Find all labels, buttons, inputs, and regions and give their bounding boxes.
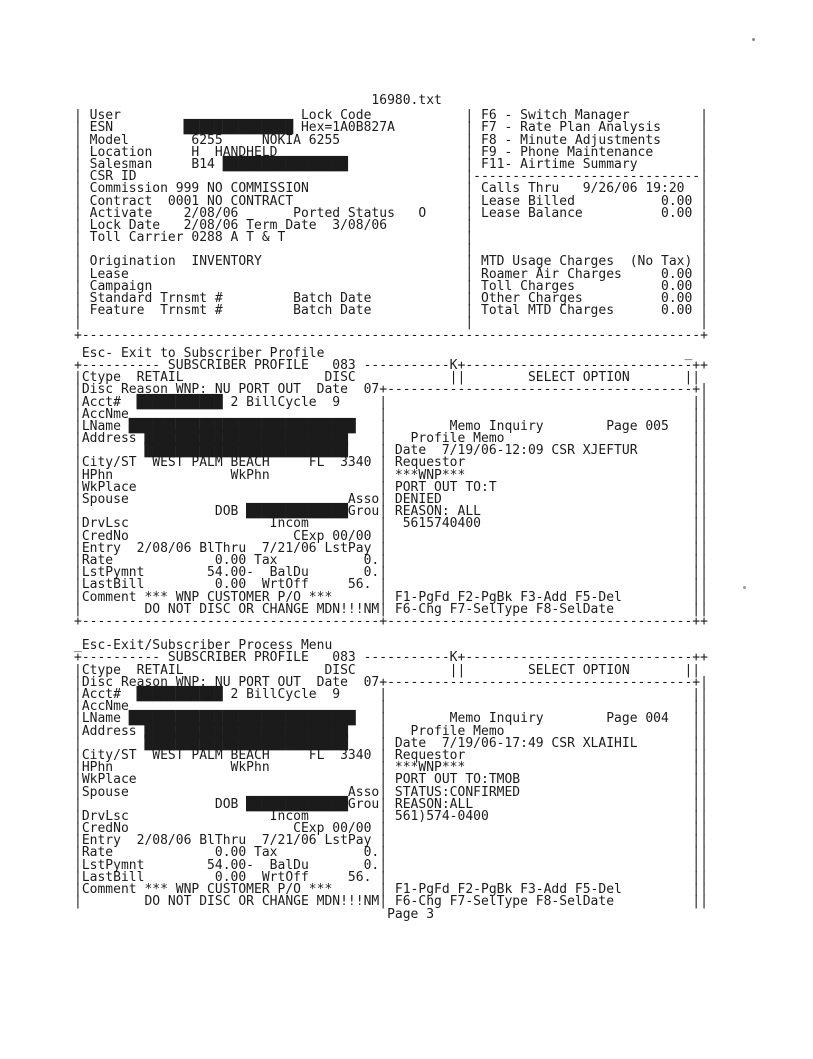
text-line: | ██████████████████████████ | Date 7/19/06-17:49 CSR XLAIHIL || [74,735,708,751]
text-line: | CSR ID |-----------------------------| [74,169,708,185]
text-line: |Entry 2/08/06 BlThru 7/21/06 LstPay | || [74,833,708,849]
text-line: | Origination INVENTORY | MTD Usage Charges (No Tax) | [74,254,708,270]
text-line: | Campaign | Toll Charges 0.00 | [74,278,708,294]
text-line: | Standard Trnsmt # Batch Date | Other Charges 0.00 | [74,291,708,306]
text-line: |Spouse Asso| DENIED || [74,492,708,507]
text-line: |City/ST WEST PALM BEACH FL 3340 | Requestor || [74,747,708,763]
text-line: |Ctype RETAIL DISC || SELECT OPTION || [74,370,701,386]
text-line: Esc- Exit to Subscriber Profile _ [74,345,693,361]
text-line: | DO NOT DISC OR CHANGE MDN!!!NM| F6-Chg F7-SelType F8-SelDate || [74,894,708,910]
text-line: |City/ST WEST PALM BEACH FL 3340 | Requestor || [74,455,708,471]
text-line: +---------- SUBSCRIBER PROFILE 083 -----------K+-----------------------------++ [74,650,708,666]
text-line: | | | [74,242,708,258]
text-line: |Acct# ███████████ 2 BillCycle 9 | || [74,394,708,410]
text-line: |CredNo CExp 00/00 | || [74,528,708,544]
text-line: | DOB █████████████Grou| REASON:ALL || [74,796,708,812]
text-line: |WkPlace | PORT OUT TO:T || [74,479,708,495]
text-line: |Acct# ███████████ 2 BillCycle 9 | || [74,687,708,702]
terminal-text-document [74,95,708,922]
text-line: |Entry 2/08/06 BlThru 7/21/06 LstPay | || [74,540,708,556]
text-line: 16980.txt [74,93,442,108]
text-line: +-------------------------------------------------------------------------------+ [74,327,708,343]
text-line: | User Lock Code | F6 - Switch Manager | [74,108,708,124]
text-line: |DrvLsc Incom | 5615740400 || [74,516,708,532]
text-line: |HPhn WkPhn | ***WNP*** || [74,467,708,483]
text-line: | Location H HANDHELD | F9 - Phone Maintenance | [74,144,708,160]
filename-header [74,95,708,107]
text-line: |LstPymnt 54.00- BalDu 0.| || [74,565,708,581]
text-line: |Comment *** WNP CUSTOMER P/O *** | F1-PgFd F2-PgBk F3-Add F5-Del || [74,589,708,605]
text-line: |Disc Reason WNP: NU PORT OUT Date 07+---------------------------------------+| [74,674,708,690]
text-line: _Esc-Exit/Subscriber Process Menu [74,638,333,654]
scan-speck [743,586,746,589]
text-line: +--------------------------------------+---------------------------------------++ [74,613,708,629]
text-line: | Contract 0001 NO CONTRACT | Lease Billed 0.00 | [74,193,708,209]
text-line: |AccNme | || [74,406,708,422]
text-line: |Address ██████████████████████████ | Profile Memo || [74,431,708,447]
text-line: |LName █████████████████████████████ | Memo Inquiry Page 005 || [74,418,708,434]
text-line: |LastBill 0.00 WrtOff 56. | || [74,577,708,593]
text-line: |Address ██████████████████████████ | Profile Memo || [74,723,708,739]
text-line: |HPhn WkPhn | ***WNP*** || [74,760,708,776]
text-line: |Spouse Asso| STATUS:CONFIRMED || [74,784,708,800]
text-line: | Commission 999 NO COMMISSION | Calls Thru 9/26/06 19:20 | [74,181,708,197]
text-line: |Rate 0.00 Tax 0.| || [74,552,708,568]
text-line: |CredNo CExp 00/00 | || [74,821,708,837]
subscriber-profile-memo-page-005 [74,357,708,629]
text-line: | DOB █████████████Grou| REASON: ALL || [74,504,708,520]
text-line: | Feature Trnsmt # Batch Date | Total MTD Charges 0.00 | [74,303,708,319]
text-line: |AccNme | || [74,699,708,715]
text-line: +---------- SUBSCRIBER PROFILE 083 -----------K+-----------------------------++ [74,357,708,373]
text-line: | ESN ██████████████ Hex=1A0B827A | F7 - Rate Plan Analysis | [74,120,708,136]
text-line: |DrvLsc Incom | 561)574-0400 || [74,808,708,824]
text-line: | DO NOT DISC OR CHANGE MDN!!!NM| F6-Chg F7-SelType F8-SelDate || [74,601,708,617]
text-line: | Lease | Roamer Air Charges 0.00 | [74,266,708,282]
text-line: Page 3 [74,907,435,923]
text-line: |LastBill 0.00 WrtOff 56. | || [74,869,708,885]
text-line: |Comment *** WNP CUSTOMER P/O *** | F1-PgFd F2-PgBk F3-Add F5-Del || [74,882,708,897]
text-line: |Ctype RETAIL DISC || SELECT OPTION || [74,662,701,678]
text-line: |Rate 0.00 Tax 0.| || [74,845,708,861]
text-line: | Activate 2/08/06 Ported Status O | Lease Balance 0.00 | [74,205,708,221]
scan-speck [752,38,755,41]
text-line: |LName █████████████████████████████ | Memo Inquiry Page 004 || [74,711,708,727]
text-line: | | | [74,315,708,331]
text-line: |LstPymnt 54.00- BalDu 0.| || [74,857,708,873]
text-line: |WkPlace | PORT OUT TO:TMOB || [74,772,708,788]
subscriber-profile-memo-page-004 [74,652,708,908]
page-number-footer [74,909,708,921]
account-info-screen [74,110,708,342]
text-line: | Model 6255 NOKIA 6255 | F8 - Minute Adjustments | [74,132,708,148]
text-line: | Toll Carrier 0288 A T & T | | [74,230,708,246]
text-line: |Disc Reason WNP: NU PORT OUT Date 07+---------------------------------------+| [74,382,708,398]
text-line: | Salesman B14 ████████████████ | F11- Airtime Summary | [74,156,708,172]
text-line: | Lock Date 2/08/06 Term Date 3/08/06 | | [74,217,708,233]
text-line: | ██████████████████████████ | Date 7/19/06-12:09 CSR XJEFTUR || [74,443,708,459]
